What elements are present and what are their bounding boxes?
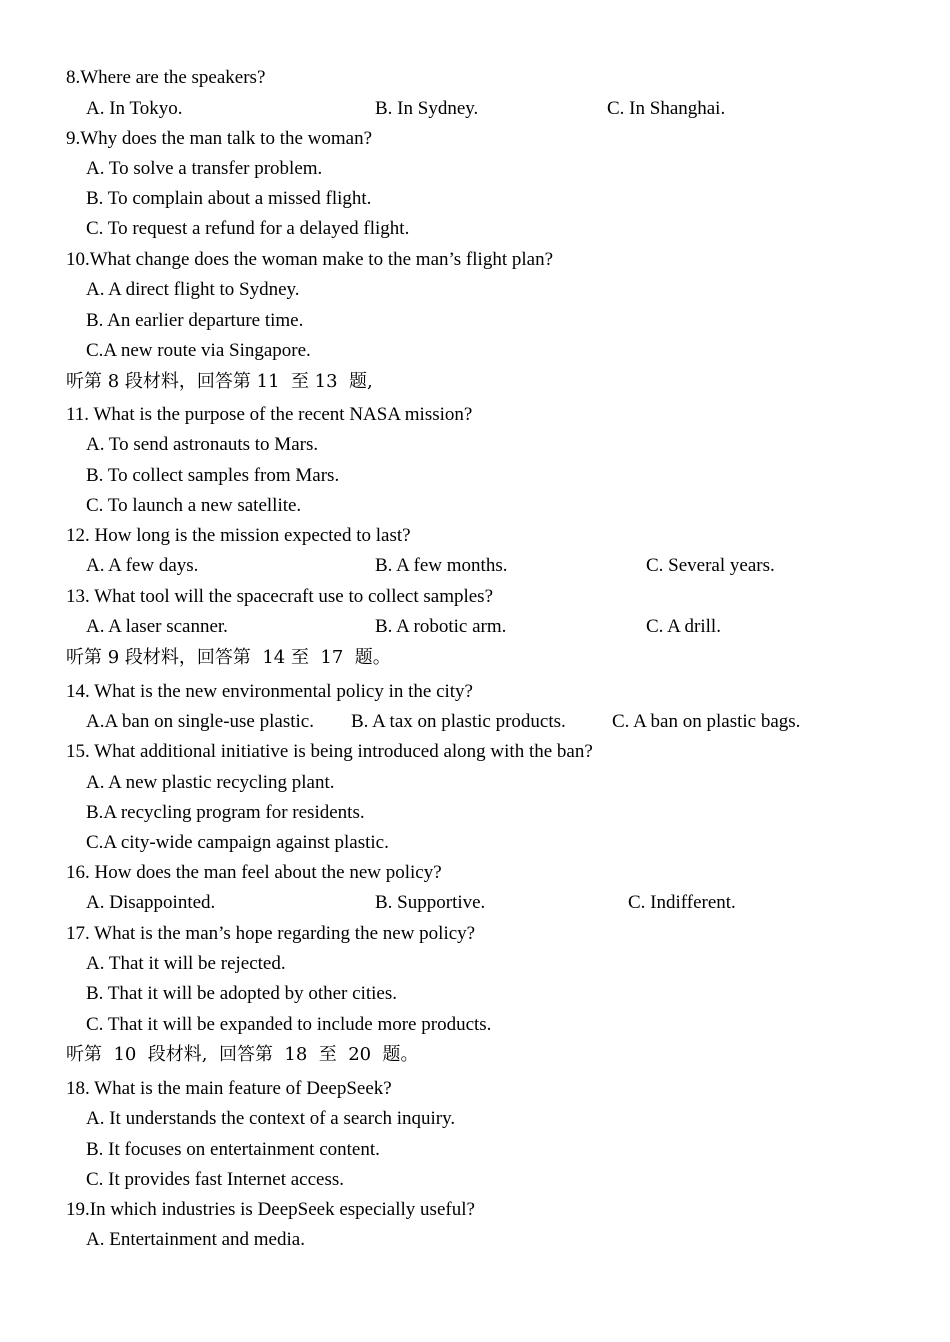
q16-option-c: C. Indifferent. <box>628 892 736 913</box>
q11-option-b: B. To collect samples from Mars. <box>86 465 340 486</box>
question-11: 11. What is the purpose of the recent NASA mission? <box>66 404 473 425</box>
q19-option-a: A. Entertainment and media. <box>86 1229 305 1250</box>
question-18: 18. What is the main feature of DeepSeek? <box>66 1078 392 1099</box>
q15-option-a: A. A new plastic recycling plant. <box>86 772 335 793</box>
q8-option-b: B. In Sydney. <box>375 98 479 119</box>
q8-option-a: A. In Tokyo. <box>86 98 183 119</box>
q13-option-c: C. A drill. <box>646 616 721 637</box>
q14-option-a: A.A ban on single-use plastic. <box>86 711 314 732</box>
question-17: 17. What is the man’s hope regarding the new policy? <box>66 923 476 944</box>
q12-option-b: B. A few months. <box>375 555 508 576</box>
question-10: 10.What change does the woman make to the man’s flight plan? <box>66 249 553 270</box>
q18-option-b: B. It focuses on entertainment content. <box>86 1139 380 1160</box>
q10-option-b: B. An earlier departure time. <box>86 310 304 331</box>
section-9-heading: 听第 9 段材料，回答第 14 至 17 题。 <box>66 647 391 668</box>
question-16: 16. How does the man feel about the new policy? <box>66 862 442 883</box>
q10-option-a: A. A direct flight to Sydney. <box>86 279 300 300</box>
section-10-heading: 听第 10 段材料, 回答第 18 至 20 题。 <box>66 1044 419 1065</box>
q11-option-a: A. To send astronauts to Mars. <box>86 434 319 455</box>
q11-option-c: C. To launch a new satellite. <box>86 495 302 516</box>
q17-option-a: A. That it will be rejected. <box>86 953 286 974</box>
q10-option-c: C.A new route via Singapore. <box>86 340 311 361</box>
question-9: 9.Why does the man talk to the woman? <box>66 128 373 149</box>
q16-option-b: B. Supportive. <box>375 892 486 913</box>
question-19: 19.In which industries is DeepSeek especially useful? <box>66 1199 475 1220</box>
q9-option-c: C. To request a refund for a delayed flight. <box>86 218 410 239</box>
q13-option-a: A. A laser scanner. <box>86 616 228 637</box>
q14-option-b: B. A tax on plastic products. <box>351 711 566 732</box>
question-12: 12. How long is the mission expected to last? <box>66 525 411 546</box>
section-8-heading: 听第 8 段材料，回答第 11 至 13 题, <box>66 371 373 392</box>
q12-option-c: C. Several years. <box>646 555 775 576</box>
q17-option-b: B. That it will be adopted by other cities. <box>86 983 397 1004</box>
q9-option-a: A. To solve a transfer problem. <box>86 158 323 179</box>
q13-option-b: B. A robotic arm. <box>375 616 507 637</box>
question-14: 14. What is the new environmental policy in the city? <box>66 681 473 702</box>
q18-option-a: A. It understands the context of a search inquiry. <box>86 1108 456 1129</box>
q18-option-c: C. It provides fast Internet access. <box>86 1169 344 1190</box>
question-13: 13. What tool will the spacecraft use to collect samples? <box>66 586 494 607</box>
q15-option-c: C.A city-wide campaign against plastic. <box>86 832 389 853</box>
q16-option-a: A. Disappointed. <box>86 892 216 913</box>
q14-option-c: C. A ban on plastic bags. <box>612 711 801 732</box>
q8-option-c: C. In Shanghai. <box>607 98 726 119</box>
q17-option-c: C. That it will be expanded to include more products. <box>86 1014 492 1035</box>
q12-option-a: A. A few days. <box>86 555 199 576</box>
q9-option-b: B. To complain about a missed flight. <box>86 188 372 209</box>
question-8: 8.Where are the speakers? <box>66 67 266 88</box>
q15-option-b: B.A recycling program for residents. <box>86 802 365 823</box>
question-15: 15. What additional initiative is being introduced along with the ban? <box>66 741 593 762</box>
